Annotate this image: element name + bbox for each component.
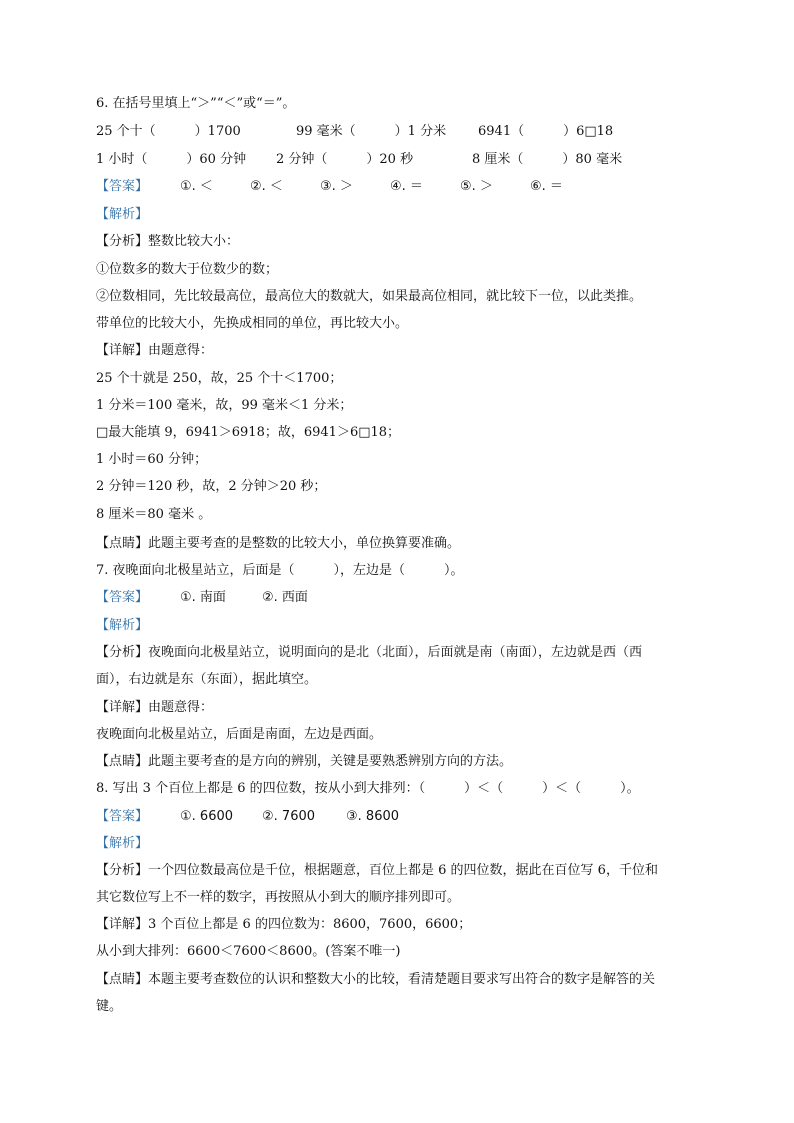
answer-tag: 【答案】 [96,809,149,824]
fenxi-text: 整数比较大小： [148,234,240,249]
xiangjie-text: 3 个百位上都是 6 的四位数为：8600，7600，6600； [148,917,472,932]
q6-xiangjie [96,342,213,360]
question-6-title: 6. 在括号里填上“＞”“＜”或“＝”。 [96,96,296,111]
q8-answer-2: ②. 7600 [262,809,316,824]
dianjing-text: 本题主要考查数位的认识和整数大小的比较，看清楚题目要求写出符合的数字是解答的关 [148,972,656,987]
q6-item-6: 8 厘米（ ）80 毫米 [472,152,623,167]
dianjing-tag: 【点睛】 [96,754,149,769]
q6-item-2: 99 毫米（ ）1 分米 [296,124,447,139]
dianjing-text: 此题主要考查的是方向的辨别，关键是要熟悉辨别方向的方法。 [148,754,513,769]
xiangjie-tag: 【详解】 [96,700,149,715]
q6-item-4: 1 小时（ ）60 分钟 [96,152,247,167]
fenxi-text: 一个四位数最高位是千位，根据题意，百位上都是 6 的四位数，据此在百位写 6，千位和 [148,863,658,878]
q6-xiangjie-line-4: 1 小时＝60 分钟； [96,452,208,467]
q7-answer-row [96,589,148,607]
xiangjie-tag: 【详解】 [96,917,149,932]
q6-fenxi-line-2: ②位数相同，先比较最高位，最高位大的数就大，如果最高位相同，就比较下一位，以此类推。 [96,289,643,304]
q8-jiexi [96,835,148,853]
q7-answer-1: ①. 南面 [180,590,226,605]
dianjing-tag: 【点睛】 [96,536,149,551]
q8-xiangjie [96,916,471,934]
q6-dianjing [96,535,460,553]
jiexi-tag: 【解析】 [96,836,149,851]
q6-answer-1: ①. ＜ [180,179,213,194]
q6-answer-2: ②. ＜ [250,179,283,194]
q6-xiangjie-line-1: 25 个十就是 250，故，25 个十＜1700； [96,371,343,386]
q8-answer-3: ③. 8600 [346,809,400,824]
q8-dianjing [96,971,655,989]
q6-xiangjie-line-3: □最大能填 9，6941＞6918；故，6941＞6□18； [96,425,401,440]
q6-xiangjie-line-5: 2 分钟＝120 秒，故，2 分钟＞20 秒； [96,479,327,494]
q8-answer-1: ①. 6600 [180,809,234,824]
xiangjie-tag: 【详解】 [96,343,149,358]
q6-answer-3: ③. ＞ [320,179,353,194]
xiangjie-text: 由题意得： [148,700,214,715]
jiexi-tag: 【解析】 [96,618,149,633]
q8-answer-row [96,808,148,826]
q8-fenxi [96,862,658,880]
fenxi-tag: 【分析】 [96,863,149,878]
q6-item-3: 6941（ ）6□18 [478,124,614,139]
q7-xiangjie [96,699,213,717]
q6-fenxi-line-3: 带单位的比较大小，先换成相同的单位，再比较大小。 [96,316,409,331]
fenxi-text: 夜晚面向北极星站立，说明面向的是北（北面），后面就是南（南面），左边就是西（西 [148,645,643,660]
jiexi-tag: 【解析】 [96,207,149,222]
question-8-title: 8. 写出 3 个百位上都是 6 的四位数，按从小到大排列：（ ）＜（ ）＜（ ）。 [96,781,640,796]
dianjing-tag: 【点睛】 [96,972,149,987]
q7-xiangjie-line-1: 夜晚面向北极星站立，后面是南面，左边是西面。 [96,727,383,742]
q6-answer-5: ⑤. ＞ [460,179,493,194]
q6-answer-4: ④. ＝ [390,179,423,194]
fenxi-tag: 【分析】 [96,645,149,660]
q6-item-5: 2 分钟（ ）20 秒 [276,152,414,167]
q7-jiexi [96,617,148,635]
q8-dianjing-cont: 键。 [96,999,123,1014]
answer-tag: 【答案】 [96,179,149,194]
q6-fenxi [96,233,239,251]
q7-dianjing [96,753,512,771]
q6-item-1: 25 个十（ ）1700 [96,124,241,139]
fenxi-tag: 【分析】 [96,234,149,249]
q6-xiangjie-line-2: 1 分米＝100 毫米，故，99 毫米＜1 分米； [96,398,353,413]
dianjing-text: 此题主要考查的是整数的比较大小，单位换算要准确。 [148,536,461,551]
q7-fenxi-cont: 面），右边就是东（东面），据此填空。 [96,672,318,687]
question-7-title: 7. 夜晚面向北极星站立，后面是（ ），左边是（ ）。 [96,563,464,578]
q7-fenxi [96,644,642,662]
answer-tag: 【答案】 [96,590,149,605]
q8-fenxi-cont: 其它数位写上不一样的数字，再按照从小到大的顺序排列即可。 [96,890,461,905]
q8-xiangjie-line-1: 从小到大排列：6600＜7600＜8600。(答案不唯一) [96,944,401,959]
q6-xiangjie-line-6: 8 厘米＝80 毫米 。 [96,507,212,522]
q6-fenxi-line-1: ①位数多的数大于位数少的数； [96,262,279,277]
q7-answer-2: ②. 西面 [262,590,308,605]
q6-answer-6: ⑥. ＝ [530,179,563,194]
xiangjie-text: 由题意得： [148,343,214,358]
q6-jiexi [96,206,148,224]
q6-answer-row [96,178,148,196]
